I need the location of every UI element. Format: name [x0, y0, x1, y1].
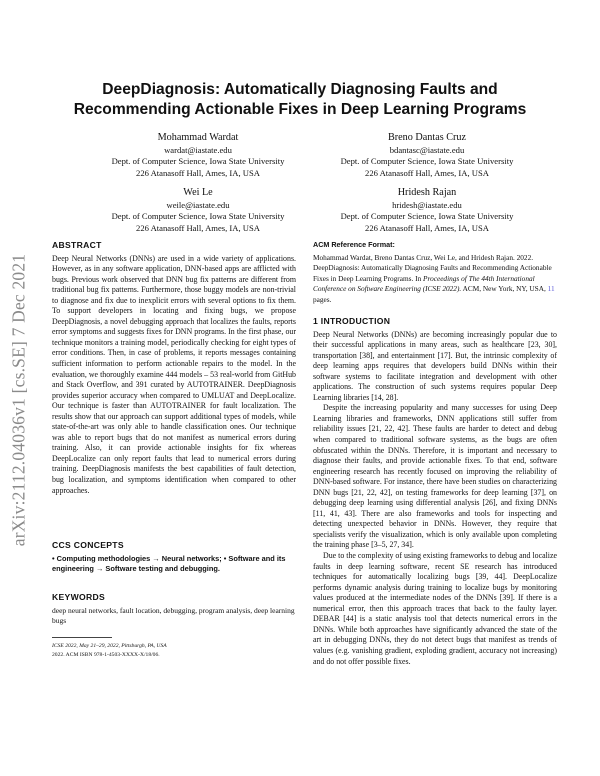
author-block — [302, 186, 552, 234]
arxiv-identifier: arXiv:2112.04036v1 [cs.SE] 7 Dec 2021 — [8, 253, 29, 547]
footnote-line: ICSE 2022, May 21–29, 2022, Pittsburgh, PA, USA — [52, 643, 167, 649]
author-dept: Dept. of Computer Science, Iowa State University — [340, 211, 514, 222]
introduction-paragraph: Deep Neural Networks (DNNs) are becoming increasingly popular due to their successful applications in many areas, such as healthcare [23, 30], transportation [38], and entertainment [17]. But, the intrinsic complexity of deep learning apps requires that developers build DNNs within their software systems to facilitate integration and development with other applications. The construction of such systems requires popular Deep Learning libraries [14, 28]. — [313, 329, 557, 402]
author-name: Wei Le — [183, 187, 213, 198]
author-email: hridesh@iastate.edu — [392, 200, 462, 210]
acm-reference-text — [313, 253, 557, 306]
author-email: wardat@iastate.edu — [164, 145, 232, 155]
page-count-link[interactable]: 11 — [547, 284, 555, 294]
reference-venue: Proceedings of The 44th International Conference on Software Engineering (ICSE 2022). — [313, 273, 535, 294]
author-block — [302, 131, 552, 179]
author-name: Hridesh Rajan — [397, 187, 457, 198]
author-email: weile@iastate.edu — [166, 200, 230, 210]
abstract-text: Deep Neural Networks (DNNs) are used in a wide variety of applications. However, as in any software application, DNN-based apps are afflicted with bugs. Previous work observed that DNN bug fix patterns are different from traditional bug fix patterns. Furthermore, those buggy models are non-trivial to diagnose and fix due to inexplicit errors with several options to fix them. To support developers in locating and fixing bugs, we propose DeepDiagnosis, a novel debugging approach that localizes the faults, reports error symptoms and suggests fixes for DNN programs. In the first phase, our technique monitors a training model, periodically checking for eight types of error conditions. Then, in case of problems, it reports messages containing sufficient information to perform actionable repairs to the model. In the evaluation, we thoroughly examine 444 models – 53 real-world from GitHub and Stack Overflow, and 391 curated by AUTOTRAINER. DeepDiagnosis provides superior accuracy when compared to UMLUAT and DeepLocalize. Our technique is faster than AUTOTRAINER for fault localization. The results show that our approach can support additional types of models, while state-of-the-art was only able to handle classification ones. Our technique was able to report bugs that do not manifest as numerical errors during training. Also, it can provide actionable insights for fix whereas DeepLocalize can only report faults that lead to numerical errors during training. DeepDiagnosis manifests the best capabilities of fault detection, bug localization, and symptoms identification when compared to other approaches. — [52, 253, 296, 495]
acm-reference-heading: ACM Reference Format: — [313, 240, 395, 249]
keywords-section — [52, 592, 296, 626]
author-dept: Dept. of Computer Science, Iowa State University — [340, 156, 514, 167]
author-name: Breno Dantas Cruz — [387, 132, 467, 143]
author-dept: Dept. of Computer Science, Iowa State University — [111, 211, 285, 222]
author-address: 226 Atanasoff Hall, Ames, IA, USA — [136, 222, 260, 233]
paper-title — [40, 80, 560, 120]
introduction-heading: 1 INTRODUCTION — [313, 316, 391, 326]
author-dept: Dept. of Computer Science, Iowa State University — [111, 156, 285, 167]
footnote-divider — [52, 637, 112, 638]
author-address: 226 Atanasoff Hall, Ames, IA, USA — [136, 167, 260, 178]
introduction-paragraph: Despite the increasing popularity and many successes for using Deep Learning libraries and frameworks, DNN applications still suffer from reliability issues [21, 22, 42]. These faults are harder to detect and debug when compared to traditional software systems, as the bugs are often obfuscated within the DNNs. Therefore, it is important and necessary to diagnose their faults, and provide actionable fixes. To that end, software engineering research has recently focused on improving the reliability of DNN-based software. For instance, there have been studies on characterizing DNN bugs [21, 22, 42], on testing frameworks for deep learning [37], on debugging deep learning using differential analysis [26], and fixing DNNs [11, 41, 43]. There are also frameworks and tools for inspecting and detecting unexpected behavior in DNNs. However, they require that specialists verify the visualization, which is only available upon completing the training phase [3–5, 27, 34]. — [313, 403, 557, 550]
copyright-footnote — [52, 642, 292, 659]
title-line-2: Recommending Actionable Fixes in Deep Learning Programs — [73, 101, 527, 118]
arxiv-sidebar — [6, 228, 32, 573]
author-block — [73, 131, 323, 179]
footnote-line: 2022. ACM ISBN 978-1-4503-XXXX-X/18/06. — [52, 651, 160, 658]
reference-publisher: ACM, New York, NY, USA, — [461, 284, 548, 294]
abstract-heading: ABSTRACT — [52, 240, 102, 250]
keywords-text: deep neural networks, fault location, debugging, program analysis, deep learning bugs — [52, 605, 295, 625]
author-address: 226 Atanasoff Hall, Ames, IA, USA — [365, 222, 489, 233]
title-line-1: DeepDiagnosis: Automatically Diagnosing Faults and — [102, 81, 498, 98]
ccs-heading: CCS CONCEPTS — [52, 540, 124, 550]
author-block — [73, 186, 323, 234]
author-name: Mohammad Wardat — [157, 132, 239, 143]
keywords-heading: KEYWORDS — [52, 592, 106, 602]
ccs-section — [52, 540, 296, 574]
introduction-section — [313, 316, 557, 667]
acm-reference — [313, 240, 557, 306]
ccs-text: • Computing methodologies → Neural networks; • Software and its engineering → Software testing and debugging. — [52, 553, 286, 573]
author-address: 226 Atanasoff Hall, Ames, IA, USA — [365, 167, 489, 178]
introduction-paragraph: Due to the complexity of using existing frameworks to debug and localize faults in deep learning software, recent SE research has introduced techniques for automatically localizing bugs [39, 44]. DeepLocalize performs dynamic analysis during training to localize bugs by monitoring values produced at the intermediate nodes of the DNNs [39]. If there is a numerical error, then this approach traces that back to the faulty layer. DEBAR [44] is a static analysis tool that detects numerical errors in the DNNs. While both approaches have significantly advanced the state of the art in debugging DNNs, they do not detect bugs that manifest as trends of values (e.g. vanishing gradient, exploding gradient, accuracy not increasing) and do not offer possible fixes. — [313, 551, 557, 666]
reference-pages-word: pages. — [313, 294, 332, 304]
author-email: bdantasc@iastate.edu — [389, 145, 465, 155]
abstract-section — [52, 240, 296, 496]
reference-authors: Mohammad Wardat, Breno Dantas Cruz, Wei Le, and Hridesh Rajan. 2022. DeepDiagnosis: Automatically Diagnosing Faults and Recommending Actionable Fixes in Deep Learning Programs. In — [313, 252, 552, 283]
